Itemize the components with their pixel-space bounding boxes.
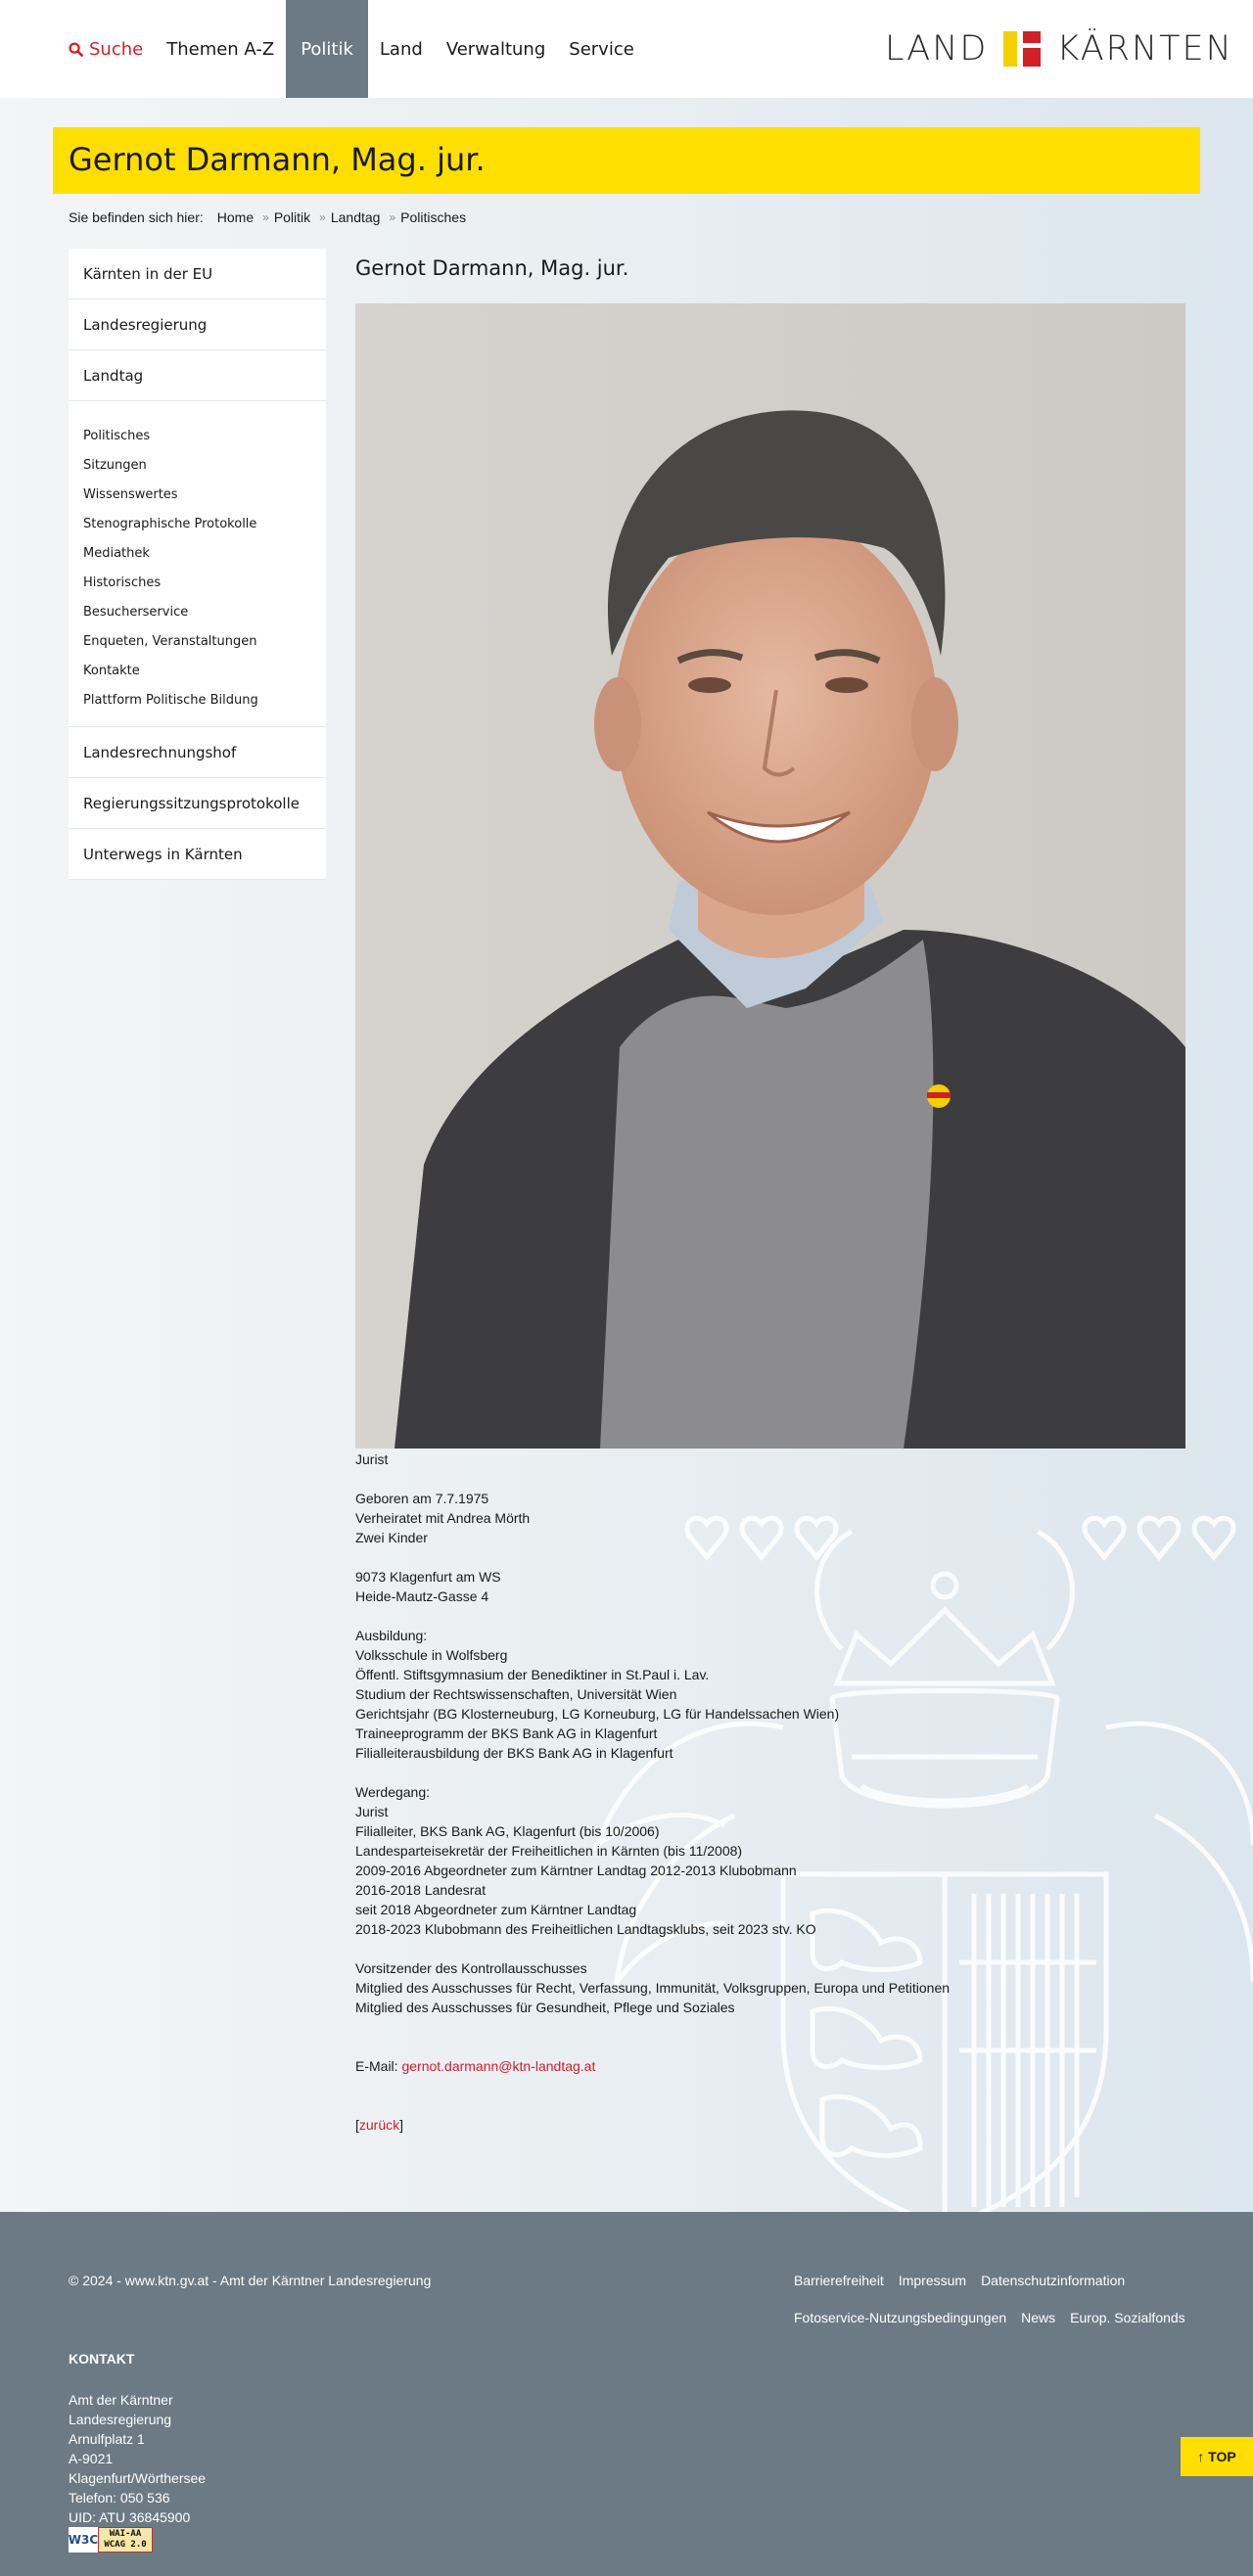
bio-address-line: 9073 Klagenfurt am WS xyxy=(355,1569,501,1585)
breadcrumb-politik[interactable]: Politik xyxy=(273,209,311,225)
bio-career-item: Filialleiter, BKS Bank AG, Klagenfurt (bis 10/2006) xyxy=(355,1823,660,1839)
sidebar-nav xyxy=(69,249,326,880)
bio-education-item: Studium der Rechtswissenschaften, Universität Wien xyxy=(355,1686,677,1702)
sidebar-item-unterwegs[interactable]: Unterwegs in Kärnten xyxy=(69,829,326,880)
sidebar-subitem-sitzungen[interactable]: Sitzungen xyxy=(83,457,147,473)
email-link[interactable]: gernot.darmann@ktn-landtag.at xyxy=(401,2058,596,2074)
bio-personal-line: Verheiratet mit Andrea Mörth xyxy=(355,1510,531,1526)
footer-link-news[interactable]: News xyxy=(1021,2310,1056,2325)
footer-link-datenschutz[interactable]: Datenschutzinformation xyxy=(981,2273,1126,2288)
portrait-photo xyxy=(355,303,1185,1449)
bio-education-item: Öffentl. Stiftsgymnasium der Benediktiner in St.Paul i. Lav. xyxy=(355,1667,710,1682)
logo-text-left: LAND xyxy=(885,29,989,69)
w3c-logo-icon: W3C xyxy=(69,2527,98,2553)
footer-link-barrierefreiheit[interactable]: Barrierefreiheit xyxy=(794,2273,884,2288)
bio-education-item: Gerichtsjahr (BG Klosterneuburg, LG Korneuburg, LG für Handelssachen Wien) xyxy=(355,1706,840,1722)
sidebar-item-landesregierung[interactable]: Landesregierung xyxy=(69,299,326,350)
sidebar-subitem-politisches[interactable]: Politisches xyxy=(83,428,151,443)
email-label: E-Mail: xyxy=(355,2058,398,2074)
bio-committee-item: Mitglied des Ausschusses für Recht, Verfassung, Immunität, Volksgruppen, Europa und Petitionen xyxy=(355,1980,951,1996)
bio-education-title: Ausbildung: xyxy=(355,1628,428,1643)
bio-career-item: Landesparteisekretär der Freiheitlichen in Kärnten (bis 11/2008) xyxy=(355,1843,743,1859)
back-link[interactable]: zurück xyxy=(358,2117,400,2133)
sidebar-item-kaernten-eu[interactable]: Kärnten in der EU xyxy=(69,249,326,299)
contact-line: UID: ATU 36845900 xyxy=(69,2509,191,2525)
sidebar-subitem-historisches[interactable]: Historisches xyxy=(83,575,162,590)
logo-text-right: KÄRNTEN xyxy=(1056,29,1233,69)
back-bracket-open: [ xyxy=(355,2117,359,2133)
back-link-row xyxy=(355,2115,1185,2135)
bio-address-line: Heide-Mautz-Gasse 4 xyxy=(355,1588,489,1604)
bio-career-item: 2016-2018 Landesrat xyxy=(355,1882,487,1898)
accessibility-badge[interactable] xyxy=(69,2527,153,2553)
footer-links xyxy=(794,2273,1205,2347)
wcag-badge-line1: WAI-AA xyxy=(109,2529,142,2539)
site-logo[interactable] xyxy=(885,27,1233,70)
sidebar-subitem-enqueten[interactable]: Enqueten, Veranstaltungen xyxy=(83,633,257,649)
sidebar-item-landesrechnungshof[interactable]: Landesrechnungshof xyxy=(69,727,326,778)
sidebar-subitem-mediathek[interactable]: Mediathek xyxy=(83,545,150,561)
bio-education-item: Traineeprogramm der BKS Bank AG in Klagenfurt xyxy=(355,1725,658,1741)
bio-career-item: 2009-2016 Abgeordneter zum Kärntner Landtag 2012-2013 Klubobmann xyxy=(355,1863,797,1878)
bio-committee-item: Mitglied des Ausschusses für Gesundheit, Pflege und Soziales xyxy=(355,2000,735,2015)
bio-profession: Jurist xyxy=(355,1451,389,1467)
sidebar-item-regierungssitzungsprotokolle[interactable]: Regierungssitzungsprotokolle xyxy=(69,778,326,829)
bio-committee-item: Vorsitzender des Kontrollausschusses xyxy=(355,1960,587,1976)
main-nav xyxy=(57,0,646,98)
breadcrumb xyxy=(69,209,466,225)
sidebar-item-landtag[interactable]: Landtag xyxy=(69,350,326,401)
sidebar-subitem-protokolle[interactable]: Stenographische Protokolle xyxy=(83,516,257,531)
breadcrumb-landtag[interactable]: Landtag xyxy=(330,209,381,225)
footer-link-sozialfonds[interactable]: Europ. Sozialfonds xyxy=(1070,2310,1185,2325)
page-title-bar xyxy=(53,127,1200,194)
footer-copyright: © 2024 - www.ktn.gv.at - Amt der Kärntner Landesregierung xyxy=(69,2273,432,2288)
nav-verwaltung[interactable]: Verwaltung xyxy=(445,38,546,60)
site-header xyxy=(0,0,1253,98)
breadcrumb-home[interactable]: Home xyxy=(216,209,255,225)
contact-line: Amt der Kärntner xyxy=(69,2392,173,2408)
nav-search[interactable] xyxy=(57,0,155,98)
nav-politik[interactable]: Politik xyxy=(286,0,368,98)
site-footer xyxy=(0,2212,1253,2576)
wcag-badge-icon xyxy=(98,2527,153,2553)
bio-personal-line: Zwei Kinder xyxy=(355,1530,428,1545)
bio-education-item: Volksschule in Wolfsberg xyxy=(355,1647,508,1663)
nav-search-label: Suche xyxy=(89,38,144,60)
sidebar-subnav xyxy=(69,401,326,727)
breadcrumb-politisches[interactable]: Politisches xyxy=(400,209,467,225)
profile-bio xyxy=(355,1449,1185,2135)
nav-service[interactable]: Service xyxy=(569,38,634,60)
chevron-right-icon: » xyxy=(319,210,326,224)
back-to-top-button[interactable]: ↑ TOP xyxy=(1181,2437,1253,2476)
nav-land[interactable]: Land xyxy=(379,38,423,60)
back-bracket-close: ] xyxy=(399,2117,404,2133)
bio-personal-line: Geboren am 7.7.1975 xyxy=(355,1491,489,1506)
sidebar-subitem-plattform[interactable]: Plattform Politische Bildung xyxy=(83,692,258,708)
logo-mark-icon xyxy=(1003,31,1041,67)
wcag-badge-line2: WCAG 2.0 xyxy=(104,2540,147,2550)
footer-contact xyxy=(69,2351,206,2527)
profile-heading: Gernot Darmann, Mag. jur. xyxy=(355,256,629,280)
contact-heading: KONTAKT xyxy=(69,2351,135,2367)
footer-link-fotoservice[interactable]: Fotoservice-Nutzungsbedingungen xyxy=(794,2310,1007,2325)
sidebar-subitem-wissenswertes[interactable]: Wissenswertes xyxy=(83,486,178,502)
bio-email-row xyxy=(355,2056,1185,2076)
bio-career-title: Werdegang: xyxy=(355,1784,431,1800)
breadcrumb-prefix: Sie befinden sich hier: xyxy=(69,209,204,225)
sidebar-subitem-besucherservice[interactable]: Besucherservice xyxy=(83,604,189,620)
main-content xyxy=(355,256,1185,2133)
contact-line: Telefon: 050 536 xyxy=(69,2490,170,2506)
contact-line: Klagenfurt/Wörthersee xyxy=(69,2470,207,2486)
footer-link-impressum[interactable]: Impressum xyxy=(898,2273,967,2288)
search-icon xyxy=(69,42,83,57)
chevron-right-icon: » xyxy=(262,210,269,224)
contact-line: Landesregierung xyxy=(69,2412,172,2427)
bio-education-item: Filialleiterausbildung der BKS Bank AG in Klagenfurt xyxy=(355,1745,673,1761)
contact-line: A-9021 xyxy=(69,2451,114,2466)
bio-career-item: Jurist xyxy=(355,1804,389,1819)
contact-line: Arnulfplatz 1 xyxy=(69,2431,145,2447)
nav-themen[interactable]: Themen A-Z xyxy=(166,38,275,60)
page-title: Gernot Darmann, Mag. jur. xyxy=(69,141,486,178)
sidebar-subitem-kontakte[interactable]: Kontakte xyxy=(83,663,140,678)
bio-career-item: seit 2018 Abgeordneter zum Kärntner Landtag xyxy=(355,1902,637,1917)
chevron-right-icon: » xyxy=(389,210,396,224)
bio-career-item: 2018-2023 Klubobmann des Freiheitlichen Landtagsklubs, seit 2023 stv. KO xyxy=(355,1921,816,1937)
